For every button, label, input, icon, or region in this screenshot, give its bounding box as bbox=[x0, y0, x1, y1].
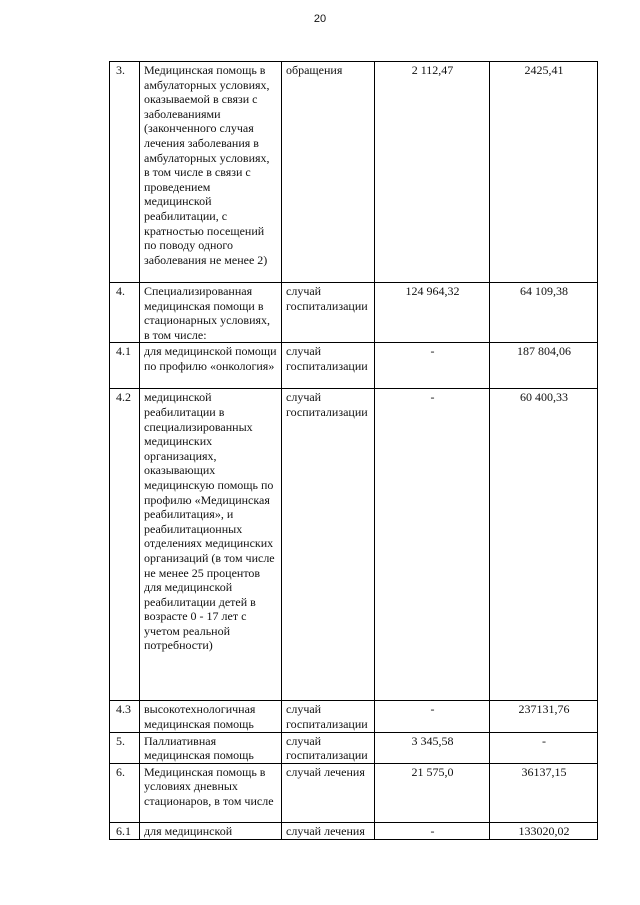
value-cell: 237131,76 bbox=[490, 701, 598, 732]
service-name: для медицинской bbox=[140, 822, 282, 839]
table-row bbox=[110, 732, 598, 763]
service-name: высокотехнологичная медицинская помощь bbox=[140, 701, 282, 732]
row-number: 4. bbox=[110, 283, 140, 343]
value-cell: 64 109,38 bbox=[490, 283, 598, 343]
row-number: 3. bbox=[110, 62, 140, 283]
unit-cell: случай госпитализации bbox=[282, 732, 375, 763]
row-number: 4.2 bbox=[110, 389, 140, 701]
value-cell: - bbox=[375, 343, 490, 389]
value-cell: 187 804,06 bbox=[490, 343, 598, 389]
table-row bbox=[110, 62, 598, 283]
unit-cell: случай лечения bbox=[282, 822, 375, 839]
page-number: 20 bbox=[313, 13, 327, 25]
value-cell: 124 964,32 bbox=[375, 283, 490, 343]
service-name: Специализированная медицинская помощи в стационарных условиях, в том числе: bbox=[140, 283, 282, 343]
value-cell: - bbox=[375, 822, 490, 839]
service-name: медицинской реабилитации в специализированных медицинских организациях, оказывающих медицинскую помощь по профилю «Медицинская реабилитация», и реабилитационных отделениях медицинских организаций (в том числе не менее 25 процентов для медицинской реабилитации детей в возрасте 0 - 17 лет с учетом реальной потребности) bbox=[140, 389, 282, 701]
value-cell: 21 575,0 bbox=[375, 763, 490, 822]
table-row bbox=[110, 822, 598, 839]
tariff-table bbox=[109, 61, 598, 840]
value-cell: - bbox=[375, 701, 490, 732]
row-number: 6. bbox=[110, 763, 140, 822]
unit-cell: случай госпитализации bbox=[282, 343, 375, 389]
table-row bbox=[110, 763, 598, 822]
value-cell: - bbox=[490, 732, 598, 763]
row-number: 5. bbox=[110, 732, 140, 763]
row-number: 6.1 bbox=[110, 822, 140, 839]
table-row bbox=[110, 343, 598, 389]
unit-cell: случай госпитализации bbox=[282, 283, 375, 343]
unit-cell: обращения bbox=[282, 62, 375, 283]
table-row bbox=[110, 389, 598, 701]
service-name: Паллиативная медицинская помощь bbox=[140, 732, 282, 763]
value-cell: 2425,41 bbox=[490, 62, 598, 283]
value-cell: 3 345,58 bbox=[375, 732, 490, 763]
unit-cell: случай госпитализации bbox=[282, 389, 375, 701]
service-name: для медицинской помощи по профилю «онкология» bbox=[140, 343, 282, 389]
unit-cell: случай госпитализации bbox=[282, 701, 375, 732]
value-cell: 60 400,33 bbox=[490, 389, 598, 701]
table-row bbox=[110, 283, 598, 343]
value-cell: 36137,15 bbox=[490, 763, 598, 822]
service-name: Медицинская помощь в условиях дневных стационаров, в том числе bbox=[140, 763, 282, 822]
row-number: 4.1 bbox=[110, 343, 140, 389]
table-row bbox=[110, 701, 598, 732]
value-cell: 2 112,47 bbox=[375, 62, 490, 283]
service-name: Медицинская помощь в амбулаторных условиях, оказываемой в связи с заболеваниями (законченного случая лечения заболевания в амбулаторных условиях, в том числе в связи с проведением медицинской реабилитации, с кратностью посещений по поводу одного заболевания не менее 2) bbox=[140, 62, 282, 283]
row-number: 4.3 bbox=[110, 701, 140, 732]
value-cell: 133020,02 bbox=[490, 822, 598, 839]
value-cell: - bbox=[375, 389, 490, 701]
unit-cell: случай лечения bbox=[282, 763, 375, 822]
